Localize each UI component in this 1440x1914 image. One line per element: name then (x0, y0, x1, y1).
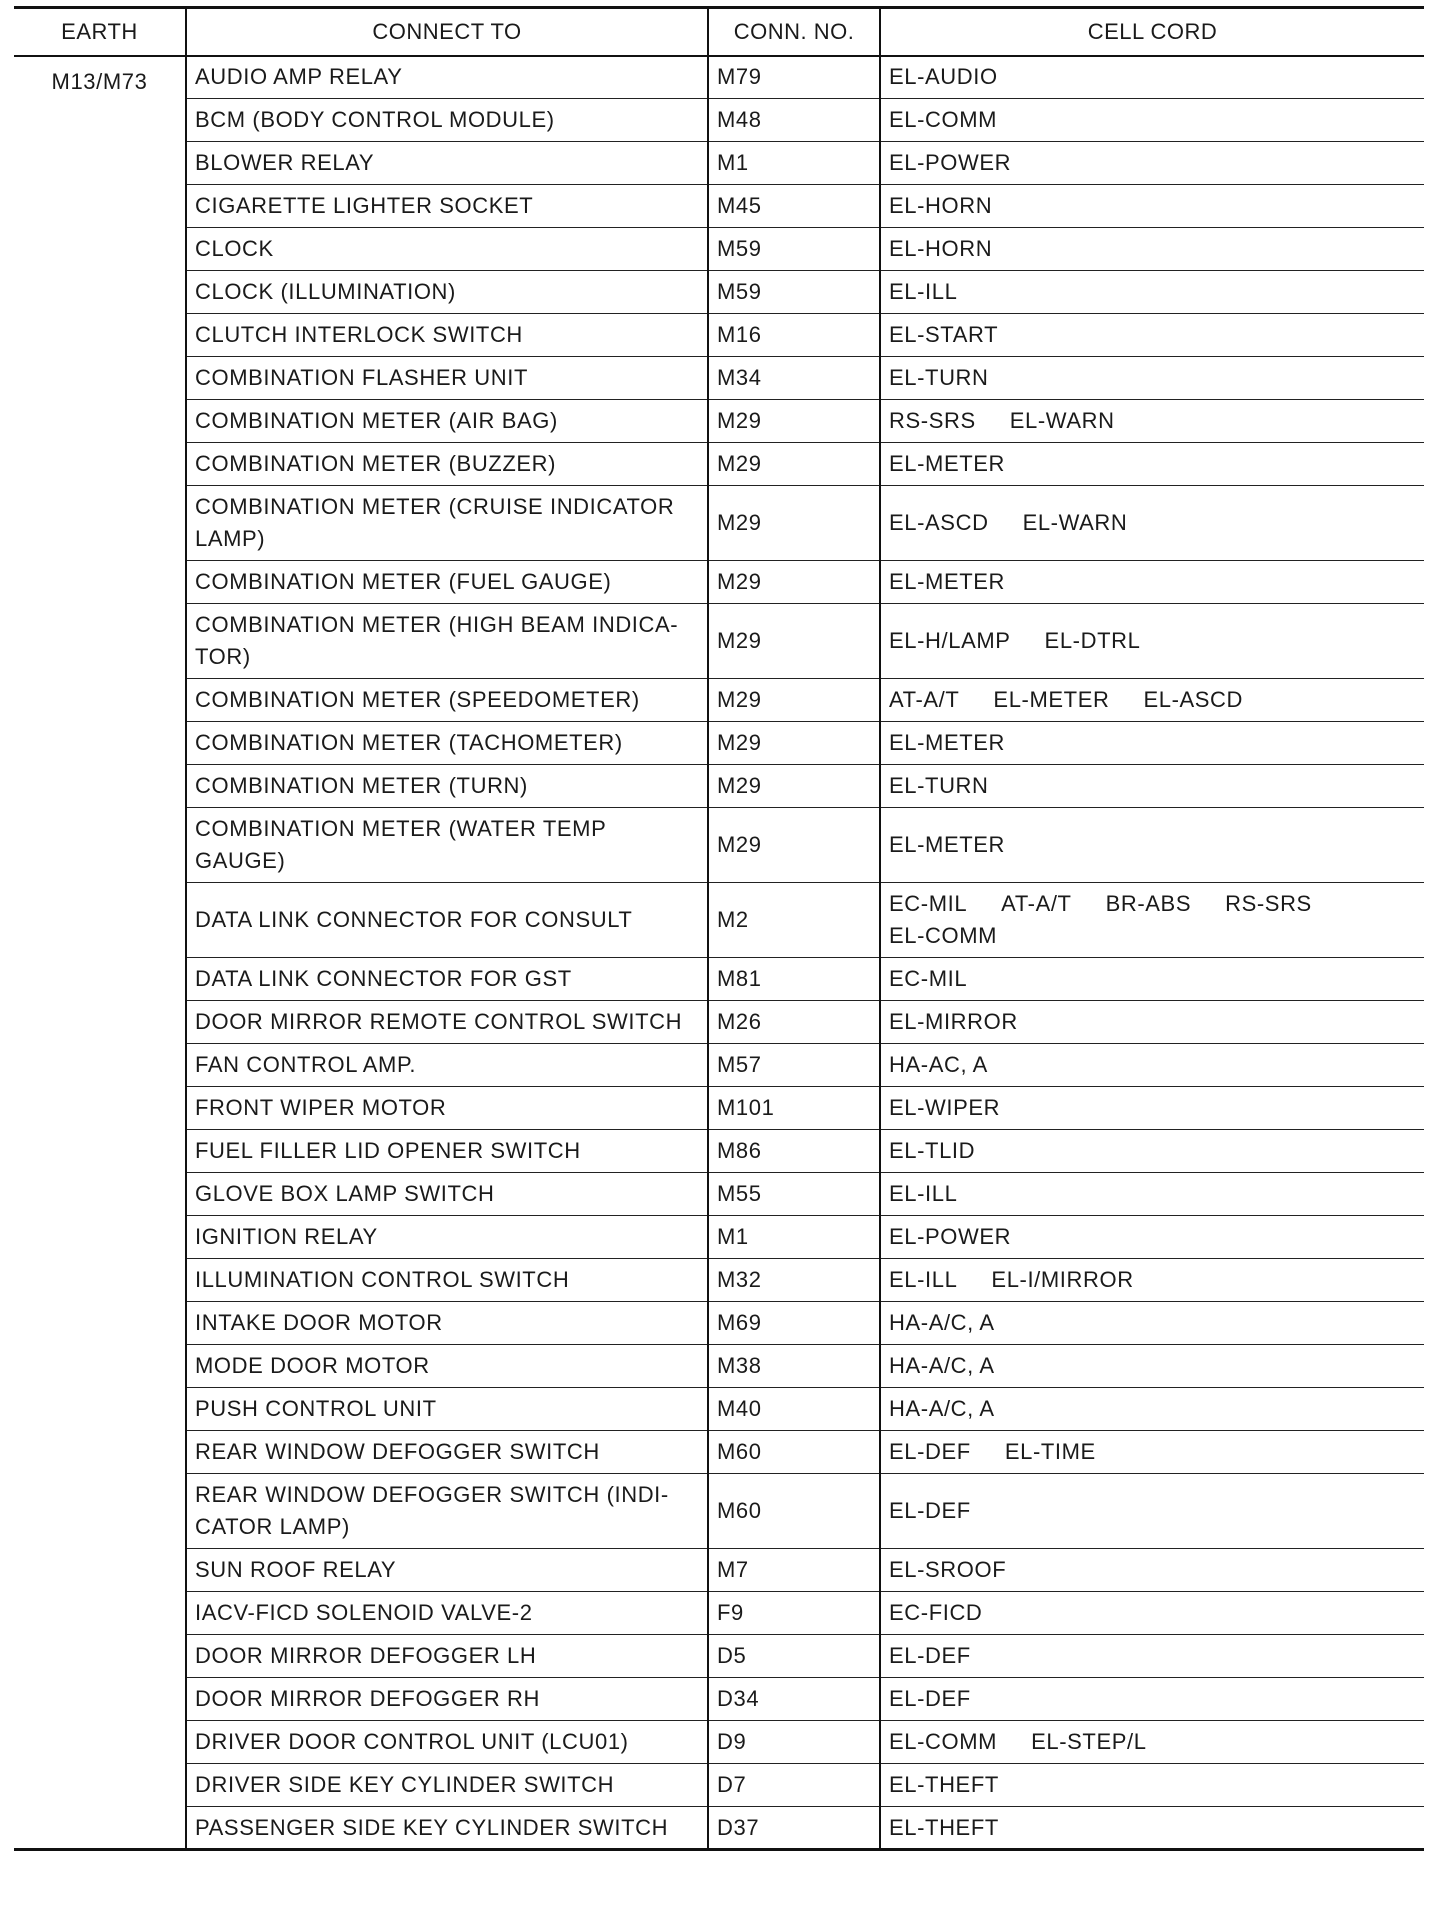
table-row (14, 1635, 1424, 1678)
cell-cord-cell (880, 1388, 1424, 1431)
connect-to-cell: COMBINATION METER (AIR BAG) (186, 400, 708, 443)
conn-no-cell: M79 (708, 56, 880, 99)
conn-no-cell: M34 (708, 357, 880, 400)
cell-cord-code: EL-SROOF (889, 1557, 1007, 1582)
conn-no-cell: M29 (708, 443, 880, 486)
header-connect-to: CONNECT TO (186, 8, 708, 56)
cell-cord-cell (880, 1431, 1424, 1474)
cell-cord-code: EL-METER (889, 451, 1006, 476)
table-row (14, 1807, 1424, 1850)
table-row (14, 1173, 1424, 1216)
connect-to-cell: REAR WINDOW DEFOGGER SWITCH (INDI-CATOR LAMP) (186, 1474, 708, 1549)
cell-cord-code: HA-AC, A (889, 1052, 988, 1077)
conn-no-cell: M29 (708, 765, 880, 808)
cell-cord-code: EL-DTRL (1044, 628, 1141, 653)
cell-cord-code: EL-ASCD (889, 510, 989, 535)
table-row (14, 1474, 1424, 1549)
cell-cord-code: EL-METER (889, 569, 1006, 594)
conn-no-cell: M38 (708, 1345, 880, 1388)
table-row (14, 679, 1424, 722)
conn-no-cell: D5 (708, 1635, 880, 1678)
connect-to-cell: COMBINATION METER (BUZZER) (186, 443, 708, 486)
cell-cord-cell (880, 443, 1424, 486)
table-row (14, 1764, 1424, 1807)
cell-cord-code: AT-A/T (1001, 891, 1072, 916)
cell-cord-cell (880, 1721, 1424, 1764)
cell-cord-code: EL-TURN (889, 365, 989, 390)
table-header (14, 8, 1424, 56)
conn-no-cell: M40 (708, 1388, 880, 1431)
connect-to-cell: COMBINATION FLASHER UNIT (186, 357, 708, 400)
earth-connection-table (14, 6, 1424, 1851)
cell-cord-code: EL-ASCD (1143, 687, 1244, 712)
table-row (14, 1130, 1424, 1173)
table-row (14, 271, 1424, 314)
conn-no-cell: M32 (708, 1259, 880, 1302)
cell-cord-cell (880, 314, 1424, 357)
cell-cord-code: EL-POWER (889, 150, 1012, 175)
cell-cord-cell (880, 765, 1424, 808)
conn-no-cell: D9 (708, 1721, 880, 1764)
cell-cord-code: RS-SRS (889, 408, 976, 433)
cell-cord-cell (880, 883, 1424, 958)
cell-cord-code: EL-COMM (889, 107, 998, 132)
table-row (14, 1678, 1424, 1721)
cell-cord-cell (880, 99, 1424, 142)
cell-cord-code: EL-I/MIRROR (991, 1267, 1134, 1292)
cell-cord-code: HA-A/C, A (889, 1310, 995, 1335)
cell-cord-code: EL-AUDIO (889, 64, 998, 90)
table-row (14, 443, 1424, 486)
connect-to-cell: DRIVER SIDE KEY CYLINDER SWITCH (186, 1764, 708, 1807)
table-row (14, 228, 1424, 271)
conn-no-cell: F9 (708, 1592, 880, 1635)
table-row (14, 604, 1424, 679)
conn-no-cell: D34 (708, 1678, 880, 1721)
cell-cord-cell (880, 1807, 1424, 1850)
cell-cord-code: EC-MIL (889, 966, 968, 991)
cell-cord-cell (880, 1345, 1424, 1388)
cell-cord-code: EL-TIME (1004, 1439, 1096, 1464)
cell-cord-code: EL-THEFT (889, 1814, 999, 1840)
conn-no-cell: M101 (708, 1087, 880, 1130)
connect-to-cell: COMBINATION METER (WATER TEMP GAUGE) (186, 808, 708, 883)
conn-no-cell: M29 (708, 400, 880, 443)
earth-connection-table-sheet (14, 6, 1424, 1851)
conn-no-cell: M69 (708, 1302, 880, 1345)
cell-cord-code: EL-MIRROR (889, 1009, 1018, 1034)
cell-cord-code: EC-FICD (889, 1600, 983, 1625)
connect-to-cell: COMBINATION METER (FUEL GAUGE) (186, 561, 708, 604)
cell-cord-cell (880, 142, 1424, 185)
cell-cord-code: EL-HORN (889, 193, 993, 218)
cell-cord-cell (880, 1764, 1424, 1807)
table-row (14, 185, 1424, 228)
cell-cord-code: EC-MIL (889, 891, 968, 916)
connect-to-cell: REAR WINDOW DEFOGGER SWITCH (186, 1431, 708, 1474)
table-row (14, 99, 1424, 142)
table-row (14, 958, 1424, 1001)
conn-no-cell: M1 (708, 1216, 880, 1259)
connect-to-cell: CLOCK (ILLUMINATION) (186, 271, 708, 314)
header-row (14, 8, 1424, 56)
connect-to-cell: PASSENGER SIDE KEY CYLINDER SWITCH (186, 1807, 708, 1850)
table-row (14, 142, 1424, 185)
connect-to-cell: IACV-FICD SOLENOID VALVE-2 (186, 1592, 708, 1635)
conn-no-cell: M16 (708, 314, 880, 357)
cell-cord-cell (880, 1130, 1424, 1173)
cell-cord-cell (880, 1678, 1424, 1721)
table-row (14, 1302, 1424, 1345)
table-row (14, 1216, 1424, 1259)
cell-cord-cell (880, 1549, 1424, 1592)
cell-cord-code: EL-TURN (889, 773, 989, 798)
cell-cord-code: EL-METER (889, 730, 1006, 755)
connect-to-cell: DOOR MIRROR DEFOGGER LH (186, 1635, 708, 1678)
table-row (14, 1001, 1424, 1044)
conn-no-cell: M60 (708, 1474, 880, 1549)
connect-to-cell: AUDIO AMP RELAY (186, 56, 708, 99)
conn-no-cell: M29 (708, 808, 880, 883)
cell-cord-cell (880, 679, 1424, 722)
connect-to-cell: SUN ROOF RELAY (186, 1549, 708, 1592)
connect-to-cell: ILLUMINATION CONTROL SWITCH (186, 1259, 708, 1302)
cell-cord-cell (880, 1216, 1424, 1259)
conn-no-cell: M86 (708, 1130, 880, 1173)
conn-no-cell: M81 (708, 958, 880, 1001)
connect-to-cell: DATA LINK CONNECTOR FOR CONSULT (186, 883, 708, 958)
cell-cord-cell (880, 958, 1424, 1001)
conn-no-cell: M29 (708, 722, 880, 765)
connect-to-cell: BLOWER RELAY (186, 142, 708, 185)
connect-to-cell: FAN CONTROL AMP. (186, 1044, 708, 1087)
cell-cord-code: EL-DEF (889, 1643, 971, 1668)
cell-cord-cell (880, 486, 1424, 561)
header-earth: EARTH (14, 8, 186, 56)
table-row (14, 1388, 1424, 1431)
cell-cord-cell (880, 1259, 1424, 1302)
conn-no-cell: M29 (708, 486, 880, 561)
cell-cord-code: EL-H/LAMP (889, 628, 1011, 653)
conn-no-cell: M59 (708, 228, 880, 271)
cell-cord-code: EL-DEF (889, 1498, 971, 1523)
table-row (14, 883, 1424, 958)
conn-no-cell: M55 (708, 1173, 880, 1216)
cell-cord-code: EL-POWER (889, 1224, 1012, 1249)
table-row (14, 314, 1424, 357)
cell-cord-code: EL-DEF (889, 1686, 971, 1711)
conn-no-cell: M60 (708, 1431, 880, 1474)
cell-cord-cell (880, 604, 1424, 679)
cell-cord-code: EL-HORN (889, 236, 993, 261)
table-row (14, 1549, 1424, 1592)
connect-to-cell: IGNITION RELAY (186, 1216, 708, 1259)
cell-cord-code: EL-COMM (889, 1729, 998, 1754)
connect-to-cell: COMBINATION METER (CRUISE INDICATOR LAMP) (186, 486, 708, 561)
cell-cord-code: EL-START (889, 322, 999, 347)
conn-no-cell: M29 (708, 679, 880, 722)
connect-to-cell: DOOR MIRROR DEFOGGER RH (186, 1678, 708, 1721)
connect-to-cell: FRONT WIPER MOTOR (186, 1087, 708, 1130)
cell-cord-code: RS-SRS (1225, 891, 1312, 916)
cell-cord-code: EL-THEFT (889, 1772, 999, 1797)
connect-to-cell: CIGARETTE LIGHTER SOCKET (186, 185, 708, 228)
connect-to-cell: COMBINATION METER (HIGH BEAM INDICA-TOR) (186, 604, 708, 679)
conn-no-cell: M1 (708, 142, 880, 185)
conn-no-cell: M48 (708, 99, 880, 142)
connect-to-cell: BCM (BODY CONTROL MODULE) (186, 99, 708, 142)
earth-point-cell: M13/M73 (14, 56, 186, 1850)
connect-to-cell: CLUTCH INTERLOCK SWITCH (186, 314, 708, 357)
cell-cord-cell (880, 1302, 1424, 1345)
connect-to-cell: MODE DOOR MOTOR (186, 1345, 708, 1388)
cell-cord-cell (880, 722, 1424, 765)
connect-to-cell: PUSH CONTROL UNIT (186, 1388, 708, 1431)
cell-cord-code: EL-ILL (889, 279, 958, 304)
table-row (14, 357, 1424, 400)
header-cell-cord: CELL CORD (880, 8, 1424, 56)
cell-cord-code: EL-WARN (1009, 408, 1115, 433)
connect-to-cell: FUEL FILLER LID OPENER SWITCH (186, 1130, 708, 1173)
cell-cord-cell (880, 228, 1424, 271)
table-row (14, 722, 1424, 765)
cell-cord-cell (880, 1592, 1424, 1635)
cell-cord-cell (880, 185, 1424, 228)
cell-cord-cell (880, 1044, 1424, 1087)
cell-cord-code: HA-A/C, A (889, 1353, 995, 1378)
header-conn-no: CONN. NO. (708, 8, 880, 56)
cell-cord-code: EL-ILL (889, 1267, 958, 1292)
conn-no-cell: M57 (708, 1044, 880, 1087)
cell-cord-cell (880, 808, 1424, 883)
conn-no-cell: M26 (708, 1001, 880, 1044)
table-row (14, 400, 1424, 443)
table-row (14, 1721, 1424, 1764)
table-row (14, 486, 1424, 561)
connect-to-cell: GLOVE BOX LAMP SWITCH (186, 1173, 708, 1216)
cell-cord-cell (880, 1474, 1424, 1549)
cell-cord-code: EL-STEP/L (1031, 1729, 1147, 1754)
connect-to-cell: CLOCK (186, 228, 708, 271)
conn-no-cell: M29 (708, 604, 880, 679)
cell-cord-code: BR-ABS (1105, 891, 1192, 916)
connect-to-cell: DATA LINK CONNECTOR FOR GST (186, 958, 708, 1001)
cell-cord-cell (880, 400, 1424, 443)
connect-to-cell: DRIVER DOOR CONTROL UNIT (LCU01) (186, 1721, 708, 1764)
table-row (14, 808, 1424, 883)
cell-cord-code: EL-WIPER (889, 1095, 1001, 1120)
cell-cord-code: EL-TLID (889, 1138, 976, 1163)
cell-cord-cell (880, 56, 1424, 99)
cell-cord-code: EL-DEF (889, 1439, 971, 1464)
table-body (14, 56, 1424, 1850)
conn-no-cell: M45 (708, 185, 880, 228)
cell-cord-code: HA-A/C, A (889, 1396, 995, 1421)
conn-no-cell: D7 (708, 1764, 880, 1807)
table-row (14, 1345, 1424, 1388)
conn-no-cell: M2 (708, 883, 880, 958)
cell-cord-code: EL-WARN (1022, 510, 1128, 535)
conn-no-cell: M29 (708, 561, 880, 604)
table-row (14, 1431, 1424, 1474)
cell-cord-code: EL-METER (889, 832, 1006, 857)
table-row (14, 1259, 1424, 1302)
conn-no-cell: M59 (708, 271, 880, 314)
conn-no-cell: M7 (708, 1549, 880, 1592)
connect-to-cell: DOOR MIRROR REMOTE CONTROL SWITCH (186, 1001, 708, 1044)
table-row (14, 765, 1424, 808)
cell-cord-cell (880, 1635, 1424, 1678)
cell-cord-cell (880, 1173, 1424, 1216)
connect-to-cell: COMBINATION METER (TURN) (186, 765, 708, 808)
cell-cord-code: AT-A/T (889, 687, 960, 712)
table-row (14, 1087, 1424, 1130)
cell-cord-cell (880, 1001, 1424, 1044)
cell-cord-code: EL-ILL (889, 1181, 958, 1206)
connect-to-cell: COMBINATION METER (TACHOMETER) (186, 722, 708, 765)
table-row (14, 1592, 1424, 1635)
cell-cord-cell (880, 561, 1424, 604)
conn-no-cell: D37 (708, 1807, 880, 1850)
table-row (14, 56, 1424, 99)
cell-cord-cell (880, 357, 1424, 400)
cell-cord-code: EL-METER (993, 687, 1110, 712)
connect-to-cell: COMBINATION METER (SPEEDOMETER) (186, 679, 708, 722)
cell-cord-code: EL-COMM (889, 923, 998, 948)
connect-to-cell: INTAKE DOOR MOTOR (186, 1302, 708, 1345)
cell-cord-cell (880, 1087, 1424, 1130)
cell-cord-cell (880, 271, 1424, 314)
table-row (14, 561, 1424, 604)
table-row (14, 1044, 1424, 1087)
